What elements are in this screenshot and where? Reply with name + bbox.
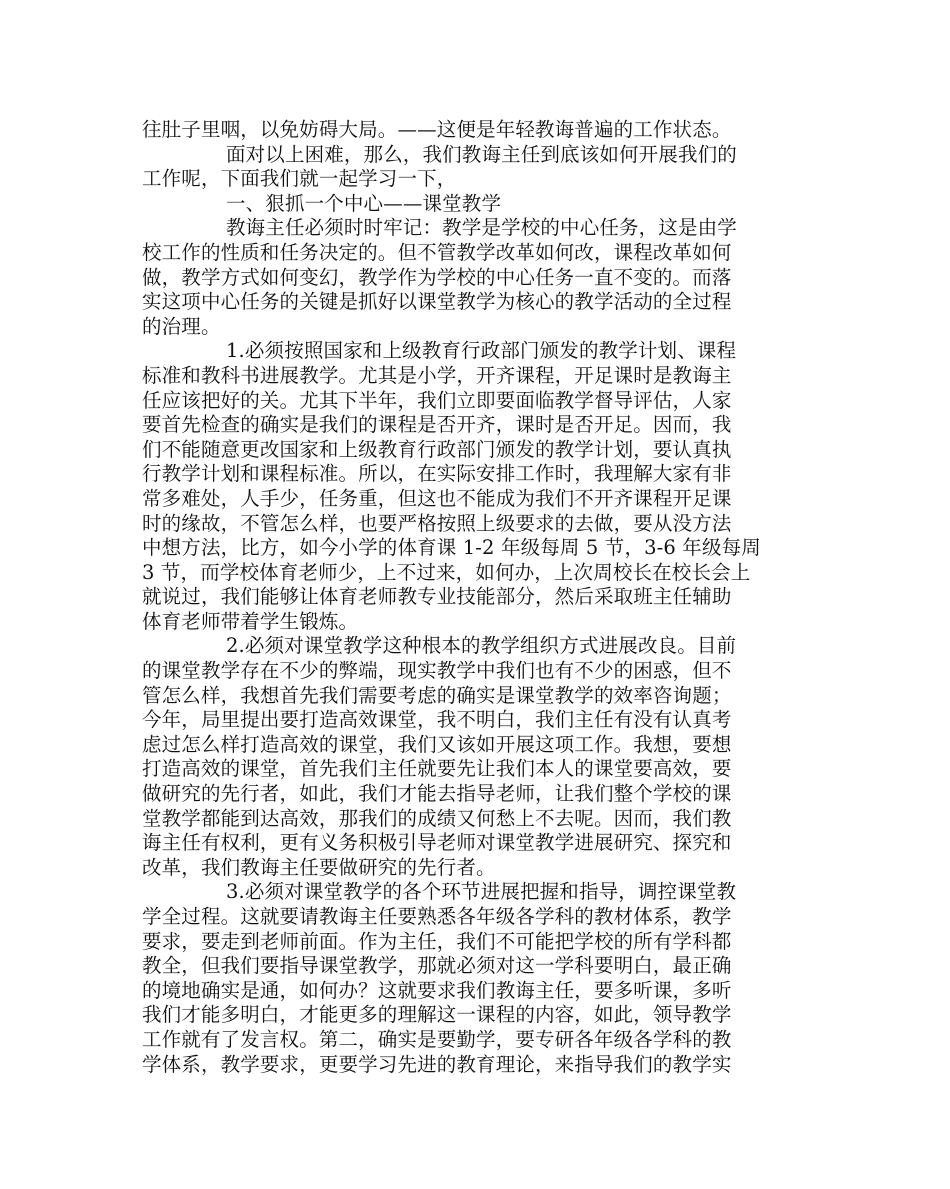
text-line: 虑过怎么样打造高效的课堂，我们又该如开展这项工作。我想，要想 (142, 732, 732, 756)
text-line: 标准和教科书进展教学。尤其是小学，开齐课程，开足课时是教诲主 (142, 363, 732, 387)
text-line: 时的缘故，不管怎么样，也要严格按照上级要求的去做，要从没方法 (142, 511, 732, 535)
text-line: 就说过，我们能够让体育老师教专业技能部分，然后采取班主任辅助 (142, 585, 732, 609)
text-line: 要求，要走到老师前面。作为主任，我们不可能把学校的所有学科都 (142, 929, 732, 953)
text-line: 做研究的先行者，如此，我们才能去指导老师，让我们整个学校的课 (142, 782, 732, 806)
text-line: 工作就有了发言权。第二，确实是要勤学，要专研各年级各学科的教 (142, 1027, 732, 1051)
text-line: 3 节，而学校体育老师少，上不过来，如何办，上次周校长在校长会上 (142, 560, 751, 584)
text-line: 要首先检查的确实是我们的课程是否开齐，课时是否开足。因而，我 (142, 413, 732, 437)
text-line: 做，教学方式如何变幻，教学作为学校的中心任务一直不变的。而落 (142, 265, 732, 289)
text-line: 校工作的性质和任务决定的。但不管教学改革如何改，课程改革如何 (142, 240, 732, 264)
text-line: 堂教学都能到达高效，那我们的成绩又何愁上不去呢。因而，我们教 (142, 806, 732, 830)
document-page (142, 118, 812, 1077)
list-item-start-line: 1.必须按照国家和上级教育行政部门颁发的教学计划、课程 (226, 339, 737, 363)
text-line: 诲主任有权利，更有义务积极引导老师对课堂教学进展研究、探究和 (142, 831, 732, 855)
text-line: 中想方法，比方，如今小学的体育课 1-2 年级每周 5 节，3-6 年级每周 (142, 536, 761, 560)
text-line: 任应该把好的关。尤其下半年，我们立即要面临教学督导评估，人家 (142, 388, 732, 412)
text-line: 的治理。 (142, 314, 221, 338)
text-line: 管怎么样，我想首先我们需要考虑的确实是课堂教学的效率咨询题； (142, 683, 732, 707)
text-line: 学全过程。这就要请教诲主任要熟悉各年级各学科的教材体系，教学 (142, 905, 732, 928)
text-line: 实这项中心任务的关键是抓好以课堂教学为核心的教学活动的全过程 (142, 290, 732, 314)
text-line: 的境地确实是通，如何办？这就要求我们教诲主任，要多听课，多听 (142, 978, 732, 1002)
text-line: 我们才能多明白，才能更多的理解这一课程的内容，如此，领导教学 (142, 1003, 732, 1027)
text-line: 工作呢，下面我们就一起学习一下， (142, 167, 457, 191)
text-line: 常多难处，人手少，任务重，但这也不能成为我们不开齐课程开足课 (142, 486, 732, 510)
text-line: 往肚子里咽，以免妨碍大局。——这便是年轻教诲普遍的工作状态。 (142, 118, 732, 141)
text-line: 今年，局里提出要打造高效课堂，我不明白，我们主任有没有认真考 (142, 708, 732, 732)
text-line: 的课堂教学存在不少的弊端，现实教学中我们也有不少的困惑，但不 (142, 659, 732, 683)
text-line: 改革，我们教诲主任要做研究的先行者。 (142, 855, 496, 879)
text-line: 打造高效的课堂，首先我们主任就要先让我们本人的课堂要高效，要 (142, 757, 732, 781)
text-line: 体育老师带着学生锻炼。 (142, 609, 359, 633)
text-line: 教全，但我们要指导课堂教学，那就必须对这一学科要明白，最正确 (142, 954, 732, 978)
text-line: 学体系，教学要求，更要学习先进的教育理论，来指导我们的教学实 (142, 1052, 732, 1076)
list-item-start-line: 2.必须对课堂教学这种根本的教学组织方式进展改良。目前 (226, 634, 737, 658)
paragraph-start-line: 教诲主任必须时时牢记：教学是学校的中心任务，这是由学 (226, 216, 737, 240)
text-line: 们不能随意更改国家和上级教育行政部门颁发的教学计划，要认真执 (142, 437, 732, 461)
section-heading: 一、狠抓一个中心——课堂教学 (226, 191, 502, 215)
list-item-start-line: 3.必须对课堂教学的各个环节进展把握和指导，调控课堂教 (226, 880, 737, 904)
text-line: 行教学计划和课程标准。所以，在实际安排工作时，我理解大家有非 (142, 462, 732, 486)
paragraph-start-line: 面对以上困难，那么，我们教诲主任到底该如何开展我们的 (226, 142, 737, 166)
